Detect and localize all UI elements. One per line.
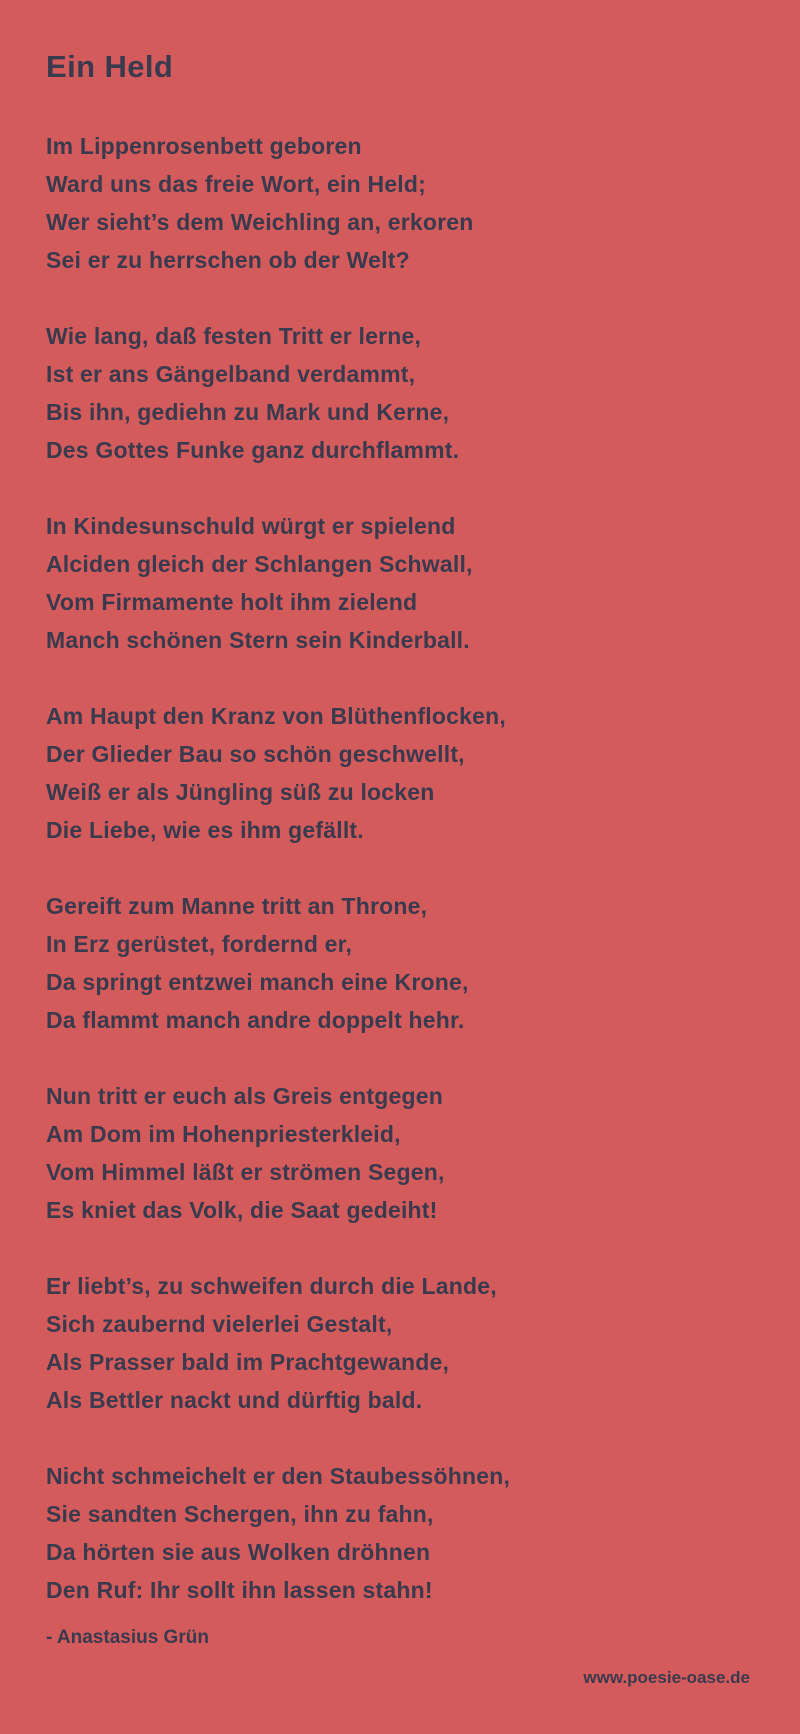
poem-line: Sie sandten Schergen, ihn zu fahn,	[46, 1501, 434, 1527]
poem-line: Ward uns das freie Wort, ein Held;	[46, 171, 426, 197]
stanza-8	[46, 1457, 754, 1609]
poem-line: Vom Firmamente holt ihm zielend	[46, 589, 418, 615]
poem-line: Da flammt manch andre doppelt hehr.	[46, 1007, 465, 1033]
poem-line: Wer sieht’s dem Weichling an, erkoren	[46, 209, 474, 235]
poem-line: Gereift zum Manne tritt an Throne,	[46, 893, 428, 919]
poem-line: Nicht schmeichelt er den Staubessöhnen,	[46, 1463, 511, 1489]
poem-line: Bis ihn, gediehn zu Mark und Kerne,	[46, 399, 450, 425]
poem-line: Sei er zu herrschen ob der Welt?	[46, 247, 410, 273]
poem-line: Es kniet das Volk, die Saat gedeiht!	[46, 1197, 438, 1223]
poem-line: Vom Himmel läßt er strömen Segen,	[46, 1159, 445, 1185]
poem-line: Alciden gleich der Schlangen Schwall,	[46, 551, 473, 577]
poem-line: Ist er ans Gängelband verdammt,	[46, 361, 416, 387]
poem-line: Im Lippenrosenbett geboren	[46, 133, 362, 159]
poem-line: Da hörten sie aus Wolken dröhnen	[46, 1539, 431, 1565]
stanza-6	[46, 1077, 754, 1229]
poem-line: Weiß er als Jüngling süß zu locken	[46, 779, 435, 805]
poem-line: In Kindesunschuld würgt er spielend	[46, 513, 456, 539]
stanza-4	[46, 697, 754, 849]
author-attribution: - Anastasius Grün	[46, 1627, 209, 1648]
stanza-3	[46, 507, 754, 659]
poem-line: Da springt entzwei manch eine Krone,	[46, 969, 469, 995]
poem-content	[46, 48, 754, 1652]
poem-line: Nun tritt er euch als Greis entgegen	[46, 1083, 444, 1109]
stanza-2	[46, 317, 754, 469]
poem-line: Manch schönen Stern sein Kinderball.	[46, 627, 470, 653]
poem-line: Der Glieder Bau so schön geschwellt,	[46, 741, 465, 767]
website-url: www.poesie-oase.de	[583, 1668, 750, 1687]
stanza-5	[46, 887, 754, 1039]
poem-line: In Erz gerüstet, fordernd er,	[46, 931, 353, 957]
poem-line: Die Liebe, wie es ihm gefällt.	[46, 817, 364, 843]
poem-line: Den Ruf: Ihr sollt ihn lassen stahn!	[46, 1577, 433, 1603]
poem-line: Am Dom im Hohenpriesterkleid,	[46, 1121, 401, 1147]
stanza-7	[46, 1267, 754, 1419]
poem-title: Ein Held	[46, 49, 174, 84]
poem-line: Sich zaubernd vielerlei Gestalt,	[46, 1311, 393, 1337]
poem-line: Er liebt’s, zu schweifen durch die Lande,	[46, 1273, 497, 1299]
poem-line: Als Bettler nackt und dürftig bald.	[46, 1387, 423, 1413]
poem-line: Des Gottes Funke ganz durchflammt.	[46, 437, 460, 463]
poem-line: Wie lang, daß festen Tritt er lerne,	[46, 323, 422, 349]
poem-line: Als Prasser bald im Prachtgewande,	[46, 1349, 450, 1375]
stanza-1	[46, 127, 754, 279]
poem-line: Am Haupt den Kranz von Blüthenflocken,	[46, 703, 506, 729]
